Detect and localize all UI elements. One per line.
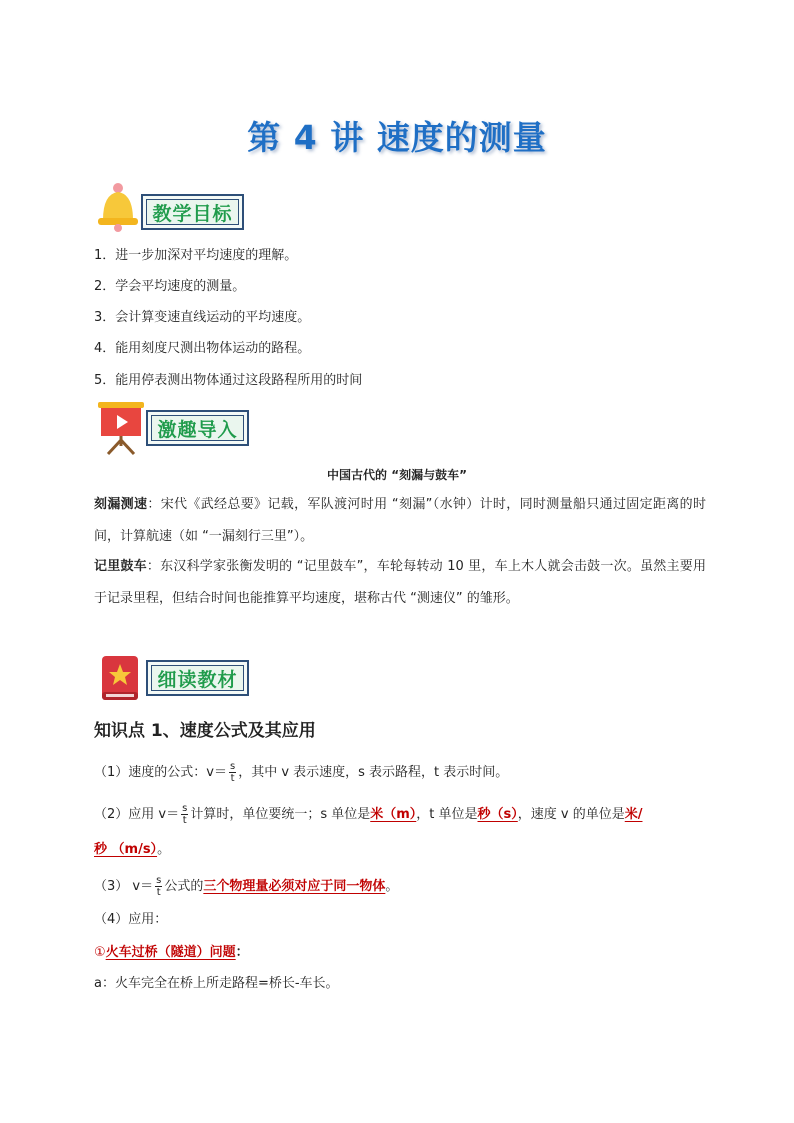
formula-line-3 <box>94 841 170 859</box>
goal-item-2: 2．学会平均速度的测量。 <box>94 279 246 294</box>
train-bridge-rule-a: a：火车完全在桥上所走路程=桥长-车长。 <box>94 976 339 991</box>
bell-icon <box>96 182 140 232</box>
formula-line-1-post: ，其中 v 表示速度，s 表示路程，t 表示时间。 <box>238 765 509 780</box>
circle-number-one: ① <box>94 945 106 960</box>
intro-paragraph-1-text: ：宋代《武经总要》记载，军队渡河时用 “刻漏”（水钟）计时，同时测量船只通过固定距离的时间，计算航速（如 “一漏刻行三里”）。 <box>94 497 706 544</box>
formula-line-1 <box>94 761 508 784</box>
fraction-s-over-t <box>229 761 236 784</box>
formula-line-3-end: 。 <box>157 842 171 857</box>
unit-v-highlight-part2: 秒 （m/s） <box>94 842 158 857</box>
train-bridge-colon: ： <box>235 945 249 960</box>
formula-line-4-mid: 公式的 <box>164 879 204 894</box>
intro-paragraph-1-label: 刻漏测速 <box>94 497 148 512</box>
section-badge-goals-label: 教学目标 <box>146 199 239 225</box>
goal-item-1: 1．进一步加深对平均速度的理解。 <box>94 248 298 263</box>
page-title: 第 4 讲 速度的测量 <box>247 118 547 157</box>
formula-line-4-pre: （3） v＝ <box>94 879 154 894</box>
fraction-denominator: t <box>230 773 235 784</box>
goal-item-3: 3．会计算变速直线运动的平均速度。 <box>94 310 311 325</box>
unit-s-highlight: 米（m） <box>370 807 417 822</box>
formula-line-2-pre: （2）应用 v＝ <box>94 807 180 822</box>
formula-line-2-mid1: 计算时，单位要统一；s 单位是 <box>190 807 371 822</box>
goal-item-4: 4．能用刻度尺测出物体运动的路程。 <box>94 341 311 356</box>
section-badge-goals <box>141 194 244 230</box>
presentation-board-icon <box>96 400 146 456</box>
intro-paragraph-2-label: 记里鼓车 <box>94 559 147 574</box>
section-badge-read-label: 细读教材 <box>151 665 244 691</box>
intro-paragraph-2-text: ：东汉科学家张衡发明的 “记里鼓车”，车轮每转动 10 里，车上木人就会击鼓一次。虽然主要用于记录里程，但结合时间也能推算平均速度，堪称古代 “测速仪” 的雏形。 <box>94 559 706 606</box>
fraction-s-over-t <box>155 875 162 898</box>
intro-paragraph-2 <box>94 551 706 615</box>
fraction-numerator: s <box>229 761 236 772</box>
fraction-s-over-t <box>181 803 188 826</box>
section-badge-read <box>146 660 249 696</box>
same-object-highlight: 三个物理量必须对应于同一物体 <box>203 879 386 894</box>
train-bridge-heading <box>94 944 249 962</box>
train-bridge-highlight: 火车过桥（隧道）问题 <box>105 945 236 960</box>
formula-line-2-mid3: ，速度 v 的单位是 <box>517 807 625 822</box>
application-heading: （4）应用： <box>94 912 168 927</box>
intro-title: 中国古代的 “刻漏与鼓车” <box>327 468 467 482</box>
unit-t-highlight: 秒（s） <box>477 807 518 822</box>
formula-line-4-end: 。 <box>385 879 399 894</box>
section-badge-intro-label: 激趣导入 <box>151 415 244 441</box>
formula-line-1-pre: （1）速度的公式：v＝ <box>94 765 227 780</box>
formula-line-2-mid2: ，t 单位是 <box>416 807 478 822</box>
section-badge-intro <box>146 410 249 446</box>
fraction-numerator: s <box>182 803 188 814</box>
fraction-denominator: t <box>182 815 187 826</box>
book-star-icon <box>98 654 142 704</box>
fraction-numerator: s <box>156 875 162 886</box>
knowledge-point-title: 知识点 1、速度公式及其应用 <box>94 721 316 741</box>
goal-item-5: 5．能用停表测出物体通过这段路程所用的时间 <box>94 373 363 388</box>
formula-line-4 <box>94 875 398 898</box>
unit-v-highlight-part1: 米/ <box>624 807 643 822</box>
fraction-denominator: t <box>156 887 161 898</box>
intro-paragraph-1 <box>94 489 706 553</box>
formula-line-2 <box>94 803 642 826</box>
